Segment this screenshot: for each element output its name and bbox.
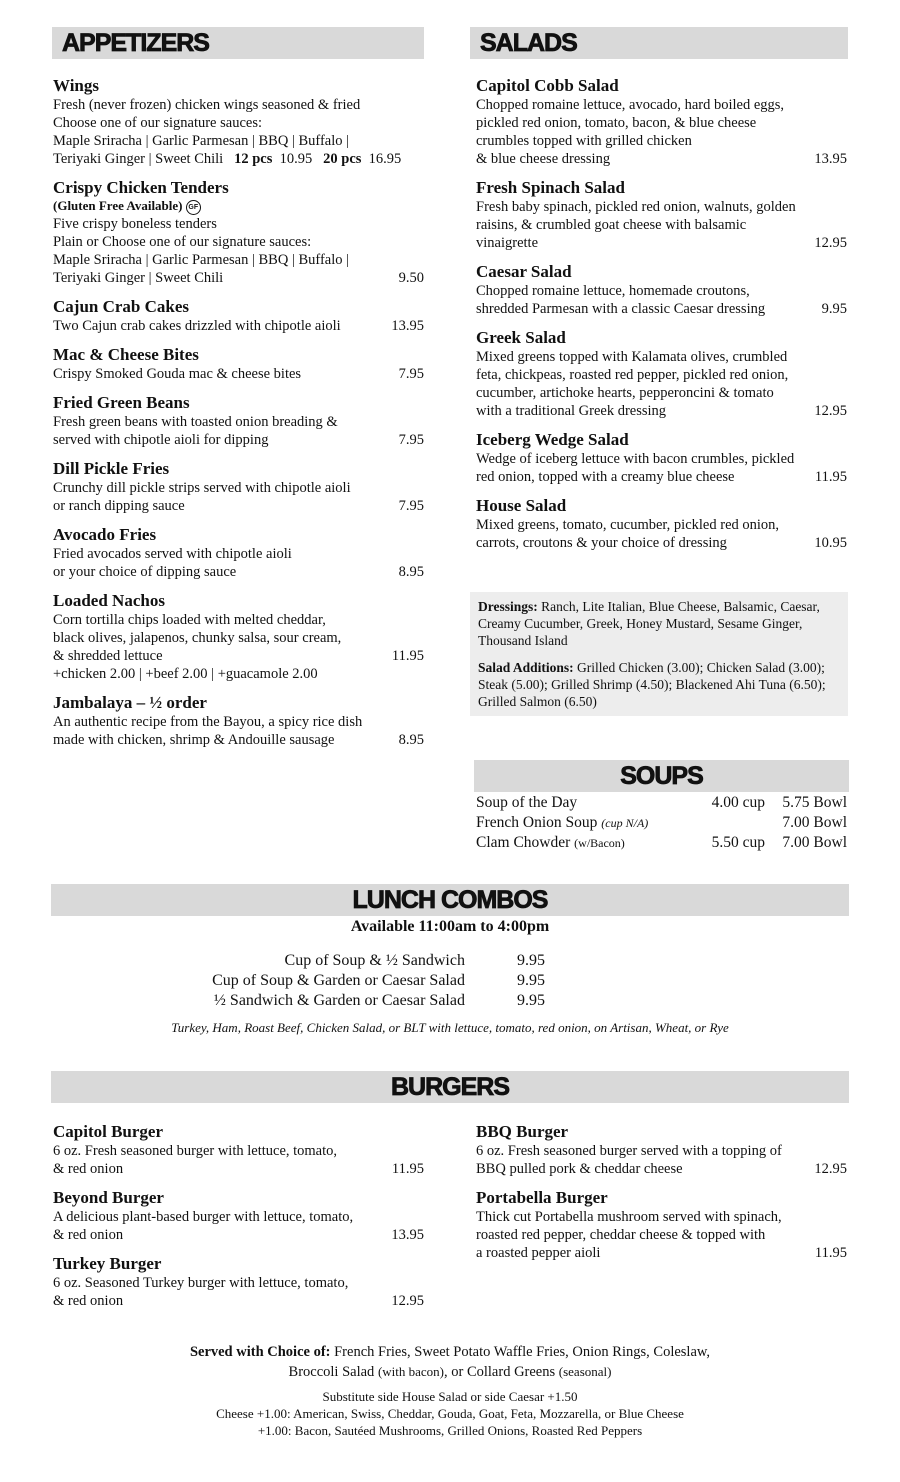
item-description: Maple Sriracha | Garlic Parmesan | BBQ | Buffalo | xyxy=(53,133,350,149)
item-description: Fresh (never frozen) chicken wings seasoned & fried xyxy=(53,97,361,113)
item-last-line xyxy=(53,269,424,287)
item-description: Five crispy boneless tenders xyxy=(53,215,217,232)
soup-note: (w/Bacon) xyxy=(574,836,625,850)
substitution-line: Substitute side House Salad or side Caesar +1.50 xyxy=(322,1389,578,1404)
soup-note: (cup N/A) xyxy=(601,816,649,830)
item-last-line xyxy=(476,1160,847,1178)
item-name: Capitol Burger xyxy=(53,1122,164,1141)
item-description: & red onion xyxy=(53,1293,124,1309)
soup-name-cell xyxy=(476,813,695,833)
soup-bowl-price: 5.75 Bowl xyxy=(782,794,847,811)
item-description: & red onion xyxy=(53,1227,124,1243)
item-last-line xyxy=(53,563,424,581)
item-description: Two Cajun crab cakes drizzled with chipotle aioli xyxy=(53,317,341,334)
appetizers-title: APPETIZERS xyxy=(62,29,209,57)
item-last-line xyxy=(53,365,424,383)
soup-bowl-price: 7.00 Bowl xyxy=(782,814,847,831)
item-last-line xyxy=(53,731,424,749)
item-price: 8.95 xyxy=(398,563,424,580)
item-name: Capitol Cobb Salad xyxy=(476,76,619,95)
item-last-line xyxy=(53,317,424,335)
item-description: or ranch dipping sauce xyxy=(53,497,185,514)
item-price: 11.95 xyxy=(391,1161,424,1177)
item-description: 6 oz. Fresh seasoned burger served with a topping of xyxy=(476,1143,782,1159)
gluten-free-label: (Gluten Free Available) xyxy=(53,198,183,213)
item-price-line xyxy=(53,150,424,168)
sandwich-note: Turkey, Ham, Roast Beef, Chicken Salad, or BLT with lettuce, tomato, red onion, on Artisan, Wheat, or Rye xyxy=(171,1020,729,1035)
item-name: Beyond Burger xyxy=(53,1188,164,1207)
menu-item xyxy=(53,1254,424,1310)
item-name: Turkey Burger xyxy=(53,1254,162,1273)
menu-item xyxy=(53,76,424,168)
salad-additions-info: Salad Additions: Grilled Chicken (3.00); Chicken Salad (3.00); Steak (5.00); Grilled Shrimp (4.50); Blackened Ahi Tuna (6.50); Grilled Salmon (6.50) xyxy=(478,660,826,709)
salads-title: SALADS xyxy=(480,29,577,57)
salads-list xyxy=(476,76,847,562)
item-price: 13.95 xyxy=(391,1227,424,1243)
item-last-line xyxy=(53,1292,424,1310)
menu-item xyxy=(476,262,847,318)
item-description: carrots, croutons & your choice of dressing xyxy=(476,535,727,551)
combo-name: ½ Sandwich & Garden or Caesar Salad xyxy=(213,992,465,1009)
item-description: & shredded lettuce xyxy=(53,647,163,664)
item-name: Fried Green Beans xyxy=(53,392,190,412)
item-price: 10.95 xyxy=(814,535,847,551)
soup-row xyxy=(476,813,847,833)
item-description: Choose one of our signature sauces: xyxy=(53,115,262,131)
item-description: made with chicken, shrimp & Andouille sausage xyxy=(53,731,335,748)
item-name: Avocado Fries xyxy=(53,524,157,544)
item-price: 11.95 xyxy=(814,1245,847,1261)
item-description: raisins, & crumbled goat cheese with balsamic xyxy=(476,217,747,233)
item-name: Mac & Cheese Bites xyxy=(53,344,199,364)
item-description: Teriyaki Ginger | Sweet Chili xyxy=(53,151,224,167)
item-description: Fresh baby spinach, pickled red onion, walnuts, golden xyxy=(476,199,796,215)
size-label: 20 pcs xyxy=(323,151,362,167)
menu-item xyxy=(53,345,424,383)
item-description: shredded Parmesan with a classic Caesar dressing xyxy=(476,301,766,317)
gluten-free-icon: GF xyxy=(186,200,201,215)
item-name: BBQ Burger xyxy=(476,1122,569,1141)
item-last-line xyxy=(476,300,847,318)
item-price: 7.95 xyxy=(398,365,424,382)
menu-item xyxy=(53,693,424,749)
menu-item xyxy=(53,459,424,515)
soup-row xyxy=(476,793,847,813)
substitution-line: +1.00: Bacon, Sautéed Mushrooms, Grilled Onions, Roasted Red Peppers xyxy=(257,1423,643,1438)
item-description: cucumber, artichoke hearts, pepperoncini & tomato xyxy=(476,385,774,401)
item-description: Plain or Choose one of our signature sauces: xyxy=(53,233,312,250)
combo-name: Cup of Soup & Garden or Caesar Salad xyxy=(212,972,465,989)
lunch-combos-header xyxy=(51,884,849,916)
item-last-line xyxy=(476,150,847,168)
item-name: Dill Pickle Fries xyxy=(53,458,170,478)
item-name: Wings xyxy=(53,76,99,95)
item-description: Corn tortilla chips loaded with melted cheddar, xyxy=(53,611,326,628)
item-description: Maple Sriracha | Garlic Parmesan | BBQ | Buffalo | xyxy=(53,251,350,268)
item-last-line xyxy=(53,1226,424,1244)
lunch-combos-title: LUNCH COMBOS xyxy=(352,886,548,914)
appetizers-list xyxy=(53,76,424,759)
menu-item xyxy=(476,496,847,552)
item-price: 9.50 xyxy=(398,269,424,286)
soup-bowl-price: 7.00 Bowl xyxy=(782,834,847,851)
item-description: 6 oz. Seasoned Turkey burger with lettuce, tomato, xyxy=(53,1275,349,1291)
item-price: 12.95 xyxy=(814,1161,847,1177)
burgers-left-list xyxy=(53,1122,424,1320)
item-description: Teriyaki Ginger | Sweet Chili xyxy=(53,269,224,286)
item-description: An authentic recipe from the Bayou, a spicy rice dish xyxy=(53,713,363,730)
item-description: or your choice of dipping sauce xyxy=(53,563,237,580)
soup-cup-price: 4.00 cup xyxy=(711,794,765,811)
lunch-hours: Available 11:00am to 4:00pm xyxy=(350,918,550,935)
menu-item xyxy=(53,297,424,335)
item-last-line xyxy=(53,1160,424,1178)
item-description: 6 oz. Fresh seasoned burger with lettuce, tomato, xyxy=(53,1143,338,1159)
menu-item xyxy=(476,328,847,420)
item-name: Loaded Nachos xyxy=(53,590,165,610)
item-description: Wedge of iceberg lettuce with bacon crumbles, pickled xyxy=(476,451,795,467)
item-name: Cajun Crab Cakes xyxy=(53,296,190,316)
item-price: 13.95 xyxy=(391,317,424,334)
item-description: with a traditional Greek dressing xyxy=(476,403,667,419)
menu-item xyxy=(476,178,847,252)
item-last-line xyxy=(53,431,424,449)
item-description: red onion, topped with a creamy blue cheese xyxy=(476,469,735,485)
item-price: 12.95 xyxy=(391,1293,424,1309)
soup-name-cell xyxy=(476,793,695,813)
item-description: a roasted pepper aioli xyxy=(476,1245,601,1261)
item-name: Jambalaya – ½ order xyxy=(53,692,207,712)
menu-item xyxy=(476,76,847,168)
item-description: served with chipotle aioli for dipping xyxy=(53,431,269,448)
menu-item xyxy=(53,591,424,683)
combo-price: 9.95 xyxy=(516,952,545,969)
menu-item xyxy=(476,1188,847,1262)
item-price: 9.95 xyxy=(821,301,847,317)
item-description: Mixed greens, tomato, cucumber, pickled red onion, xyxy=(476,517,780,533)
item-price: 8.95 xyxy=(398,731,424,748)
item-description: crumbles topped with grilled chicken xyxy=(476,133,692,149)
soup-name: French Onion Soup xyxy=(476,814,598,831)
item-name: Fresh Spinach Salad xyxy=(476,178,625,197)
menu-item xyxy=(53,178,424,287)
combo-row xyxy=(150,991,590,1011)
menu-item xyxy=(53,1188,424,1244)
item-description: Chopped romaine lettuce, avocado, hard boiled eggs, xyxy=(476,97,785,113)
soups-header xyxy=(474,760,849,792)
item-description: Fresh green beans with toasted onion breading & xyxy=(53,413,338,430)
item-description: BBQ pulled pork & cheddar cheese xyxy=(476,1161,683,1177)
item-name: Caesar Salad xyxy=(476,262,572,281)
item-name: Greek Salad xyxy=(476,328,566,347)
item-addons: +chicken 2.00 | +beef 2.00 | +guacamole 2.00 xyxy=(53,665,318,682)
item-description: black olives, jalapenos, chunky salsa, sour cream, xyxy=(53,629,342,646)
item-description: Mixed greens topped with Kalamata olives, crumbled xyxy=(476,349,788,365)
item-last-line xyxy=(53,497,424,515)
item-price: 11.95 xyxy=(391,647,424,664)
served-with-choice: Served with Choice of: French Fries, Sweet Potato Waffle Fries, Onion Rings, Coleslaw, Broccoli Salad (with bacon), or Collard Greens (seasonal) xyxy=(189,1344,711,1380)
item-description: Crispy Smoked Gouda mac & cheese bites xyxy=(53,365,302,382)
substitutions xyxy=(0,1388,900,1439)
item-last-line xyxy=(53,647,424,665)
soup-name-cell xyxy=(476,833,695,853)
item-price: 16.95 xyxy=(368,151,402,167)
size-label: 12 pcs xyxy=(234,151,273,167)
item-description: & red onion xyxy=(53,1161,124,1177)
combo-name: Cup of Soup & ½ Sandwich xyxy=(284,952,465,969)
combo-row xyxy=(150,971,590,991)
appetizers-header xyxy=(52,27,424,59)
soup-name: Clam Chowder xyxy=(476,834,571,851)
soup-cup-price: 5.50 cup xyxy=(711,834,765,851)
item-name: House Salad xyxy=(476,496,567,515)
item-price: 11.95 xyxy=(814,469,847,485)
item-description: Thick cut Portabella mushroom served with spinach, xyxy=(476,1209,782,1225)
item-price: 13.95 xyxy=(814,151,847,167)
burgers-header xyxy=(51,1071,849,1103)
soups-title: SOUPS xyxy=(620,762,703,790)
item-description: Chopped romaine lettuce, homemade croutons, xyxy=(476,283,750,299)
item-description: vinaigrette xyxy=(476,235,539,251)
item-last-line xyxy=(476,1244,847,1262)
menu-item xyxy=(53,1122,424,1178)
menu-item xyxy=(476,430,847,486)
item-description: Fried avocados served with chipotle aioli xyxy=(53,545,292,562)
combo-price: 9.95 xyxy=(516,972,545,989)
soup-row xyxy=(476,833,847,853)
item-description: Crunchy dill pickle strips served with chipotle aioli xyxy=(53,479,351,496)
item-last-line xyxy=(476,468,847,486)
item-last-line xyxy=(476,534,847,552)
item-last-line xyxy=(476,234,847,252)
soup-cup-price xyxy=(695,813,765,833)
item-description: pickled red onion, tomato, bacon, & blue cheese xyxy=(476,115,757,131)
menu-item xyxy=(53,393,424,449)
burgers-right-list xyxy=(476,1122,847,1272)
item-price: 12.95 xyxy=(814,235,847,251)
lunch-combos-list xyxy=(150,951,590,1011)
item-price: 7.95 xyxy=(398,497,424,514)
item-price: 10.95 xyxy=(279,151,313,167)
combo-row xyxy=(150,951,590,971)
item-description: & blue cheese dressing xyxy=(476,151,611,167)
item-name: Crispy Chicken Tenders xyxy=(53,178,229,197)
soups-list xyxy=(476,793,847,853)
substitution-line: Cheese +1.00: American, Swiss, Cheddar, Gouda, Goat, Feta, Mozzarella, or Blue Cheese xyxy=(216,1406,684,1421)
soup-name: Soup of the Day xyxy=(476,794,578,811)
dressings-box xyxy=(470,592,848,716)
item-description: feta, chickpeas, roasted red pepper, pickled red onion, xyxy=(476,367,789,383)
item-price: 12.95 xyxy=(814,403,847,419)
dressings-info: Dressings: Ranch, Lite Italian, Blue Cheese, Balsamic, Caesar, Creamy Cucumber, Greek, Honey Mustard, Sesame Ginger, Thousand Island xyxy=(478,599,820,648)
gluten-free-note xyxy=(53,198,424,215)
salads-header xyxy=(470,27,848,59)
menu-item xyxy=(53,525,424,581)
item-last-line xyxy=(476,402,847,420)
item-price: 7.95 xyxy=(398,431,424,448)
item-name: Iceberg Wedge Salad xyxy=(476,430,629,449)
burgers-title: BURGERS xyxy=(390,1073,509,1101)
combo-price: 9.95 xyxy=(516,992,545,1009)
item-description: roasted red pepper, cheddar cheese & topped with xyxy=(476,1227,766,1243)
item-description: A delicious plant-based burger with lettuce, tomato, xyxy=(53,1209,354,1225)
menu-item xyxy=(476,1122,847,1178)
item-name: Portabella Burger xyxy=(476,1188,608,1207)
